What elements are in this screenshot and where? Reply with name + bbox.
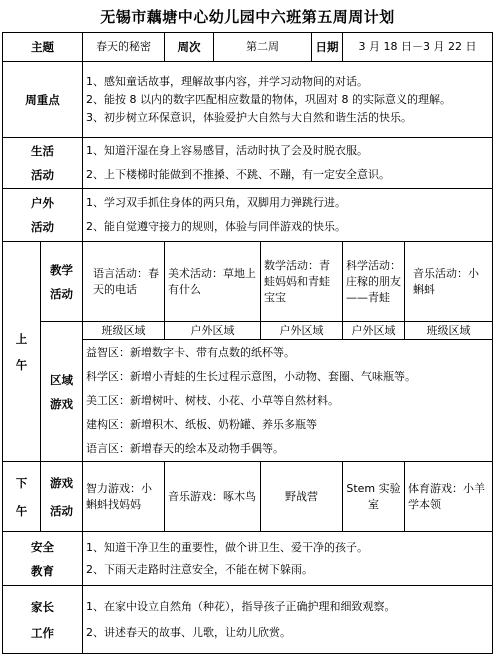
area-type: 户外区域 — [165, 322, 261, 340]
teaching-label-line: 教学 — [50, 262, 73, 277]
zone-games-content — [83, 340, 493, 462]
safety-label-line: 安全 — [31, 539, 54, 554]
safety-label — [3, 532, 83, 586]
zone-games-label — [41, 322, 83, 462]
parents-label — [3, 586, 83, 654]
morning-label-line: 午 — [15, 357, 28, 372]
afternoon-game: 野战营 — [261, 462, 343, 532]
teaching-label-line: 活动 — [50, 286, 73, 301]
area-type: 户外区域 — [343, 322, 405, 340]
life-activity-item: 1、知道汗湿在身上容易感冒，活动时执了会及时脱衣服。 — [86, 144, 368, 157]
afternoon-label — [3, 462, 41, 532]
parents-item: 1、在家中设立自然角（种花），指导孩子正确护理和细致观察。 — [86, 599, 396, 613]
week-label: 周次 — [165, 33, 214, 62]
outdoor-activity-row — [3, 189, 493, 242]
outdoor-activity-label-line: 户外 — [31, 196, 54, 210]
morning-label — [3, 242, 41, 462]
afternoon-label-line: 午 — [15, 503, 28, 518]
safety-row — [3, 532, 493, 586]
teaching-label — [41, 242, 83, 322]
safety-label-line: 教育 — [31, 563, 54, 578]
outdoor-activity-label — [3, 189, 83, 242]
weekly-focus-row — [3, 62, 493, 138]
weekly-focus-item: 2、能按 8 以内的数字匹配相应数量的物体，巩固对 8 的实际意义的理解。 — [86, 92, 451, 106]
afternoon-games-label — [41, 462, 83, 532]
outdoor-activity-item: 2、能自觉遵守接力的规则，体验与同伴游戏的快乐。 — [86, 220, 346, 233]
header-row — [3, 33, 493, 62]
parents-content — [83, 586, 493, 654]
date-label: 日期 — [312, 33, 343, 62]
parents-label-line: 家长 — [31, 599, 54, 614]
life-activity-label — [3, 138, 83, 189]
zone-game-item: 语言区：新增春天的绘本及动物手偶等。 — [86, 441, 284, 455]
area-type: 班级区域 — [83, 322, 165, 340]
teaching-activity: 美术活动：草地上有什么 — [165, 242, 261, 322]
outdoor-activity-label-line: 活动 — [31, 220, 54, 234]
weekly-focus-item: 1、感知童话故事，理解故事内容，并学习动物间的对话。 — [86, 74, 368, 88]
afternoon-label-line: 下 — [15, 475, 28, 490]
theme-value: 春天的秘密 — [83, 33, 165, 62]
afternoon-game: 音乐游戏：啄木鸟 — [165, 462, 261, 532]
area-type-row — [3, 322, 493, 340]
outdoor-activity-item: 1、学习双手抓住身体的两只角，双脚用力弹跳行进。 — [86, 196, 346, 209]
weekly-plan-table — [2, 32, 493, 654]
life-activity-item: 2、上下楼梯时能做到不推搡、不跳、不蹦，有一定安全意识。 — [86, 168, 390, 181]
page-title: 无锡市藕塘中心幼儿园中六班第五周周计划 — [100, 8, 395, 26]
parents-row — [3, 586, 493, 654]
afternoon-game: Stem 实验室 — [343, 462, 405, 532]
safety-item: 1、知道干净卫生的重要性，做个讲卫生、爱干净的孩子。 — [86, 540, 368, 554]
weekly-focus-label: 周重点 — [3, 62, 83, 138]
date-value: 3 月 18 日－3 月 22 日 — [343, 33, 493, 62]
afternoon-game: 智力游戏：小蝌蚪找妈妈 — [83, 462, 165, 532]
life-activity-content — [83, 138, 493, 189]
life-activity-label-line: 活动 — [31, 168, 54, 182]
zone-game-item: 科学区：新增小青蛙的生长过程示意图，小动物、套圈、气味瓶等。 — [86, 369, 416, 383]
zone-game-item: 美工区：新增树叶、树枝、小花、小草等自然材料。 — [86, 393, 339, 407]
area-type: 班级区域 — [405, 322, 493, 340]
outdoor-activity-content — [83, 189, 493, 242]
zone-game-item: 建构区：新增积木、纸板、奶粉罐、养乐多瓶等 — [86, 417, 317, 431]
weekly-focus-content — [83, 62, 493, 138]
afternoon-row — [3, 462, 493, 532]
area-type: 户外区域 — [261, 322, 343, 340]
safety-item: 2、下雨天走路时注意安全，不能在树下躲雨。 — [86, 562, 313, 576]
afternoon-games-label-line: 游戏 — [50, 475, 73, 490]
morning-teaching-row — [3, 242, 493, 322]
theme-label: 主题 — [3, 33, 83, 62]
weekly-focus-item: 3、初步树立环保意识，体验爱护大自然与大自然和谐生活的快乐。 — [86, 110, 412, 124]
parents-label-line: 工作 — [31, 625, 54, 640]
teaching-activity: 音乐活动：小蝌蚪 — [405, 242, 493, 322]
afternoon-games-label-line: 活动 — [50, 503, 73, 518]
afternoon-game: 体育游戏：小羊学本领 — [405, 462, 493, 532]
teaching-activity: 语言活动：春天的电话 — [83, 242, 165, 322]
teaching-activity: 数学活动：青蛙妈妈和青蛙宝宝 — [261, 242, 343, 322]
zone-games-label-line: 区域 — [50, 372, 73, 387]
parents-item: 2、讲述春天的故事、儿歌，让幼儿欣赏。 — [86, 625, 291, 639]
life-activity-row — [3, 138, 493, 189]
morning-label-line: 上 — [15, 331, 28, 346]
zone-games-label-line: 游戏 — [50, 396, 73, 411]
week-value: 第二周 — [214, 33, 312, 62]
safety-content — [83, 532, 493, 586]
life-activity-label-line: 生活 — [31, 144, 54, 158]
teaching-activity: 科学活动：庄稼的朋友——青蛙 — [343, 242, 405, 322]
zone-game-item: 益智区：新增数字卡、带有点数的纸杯等。 — [86, 345, 295, 359]
